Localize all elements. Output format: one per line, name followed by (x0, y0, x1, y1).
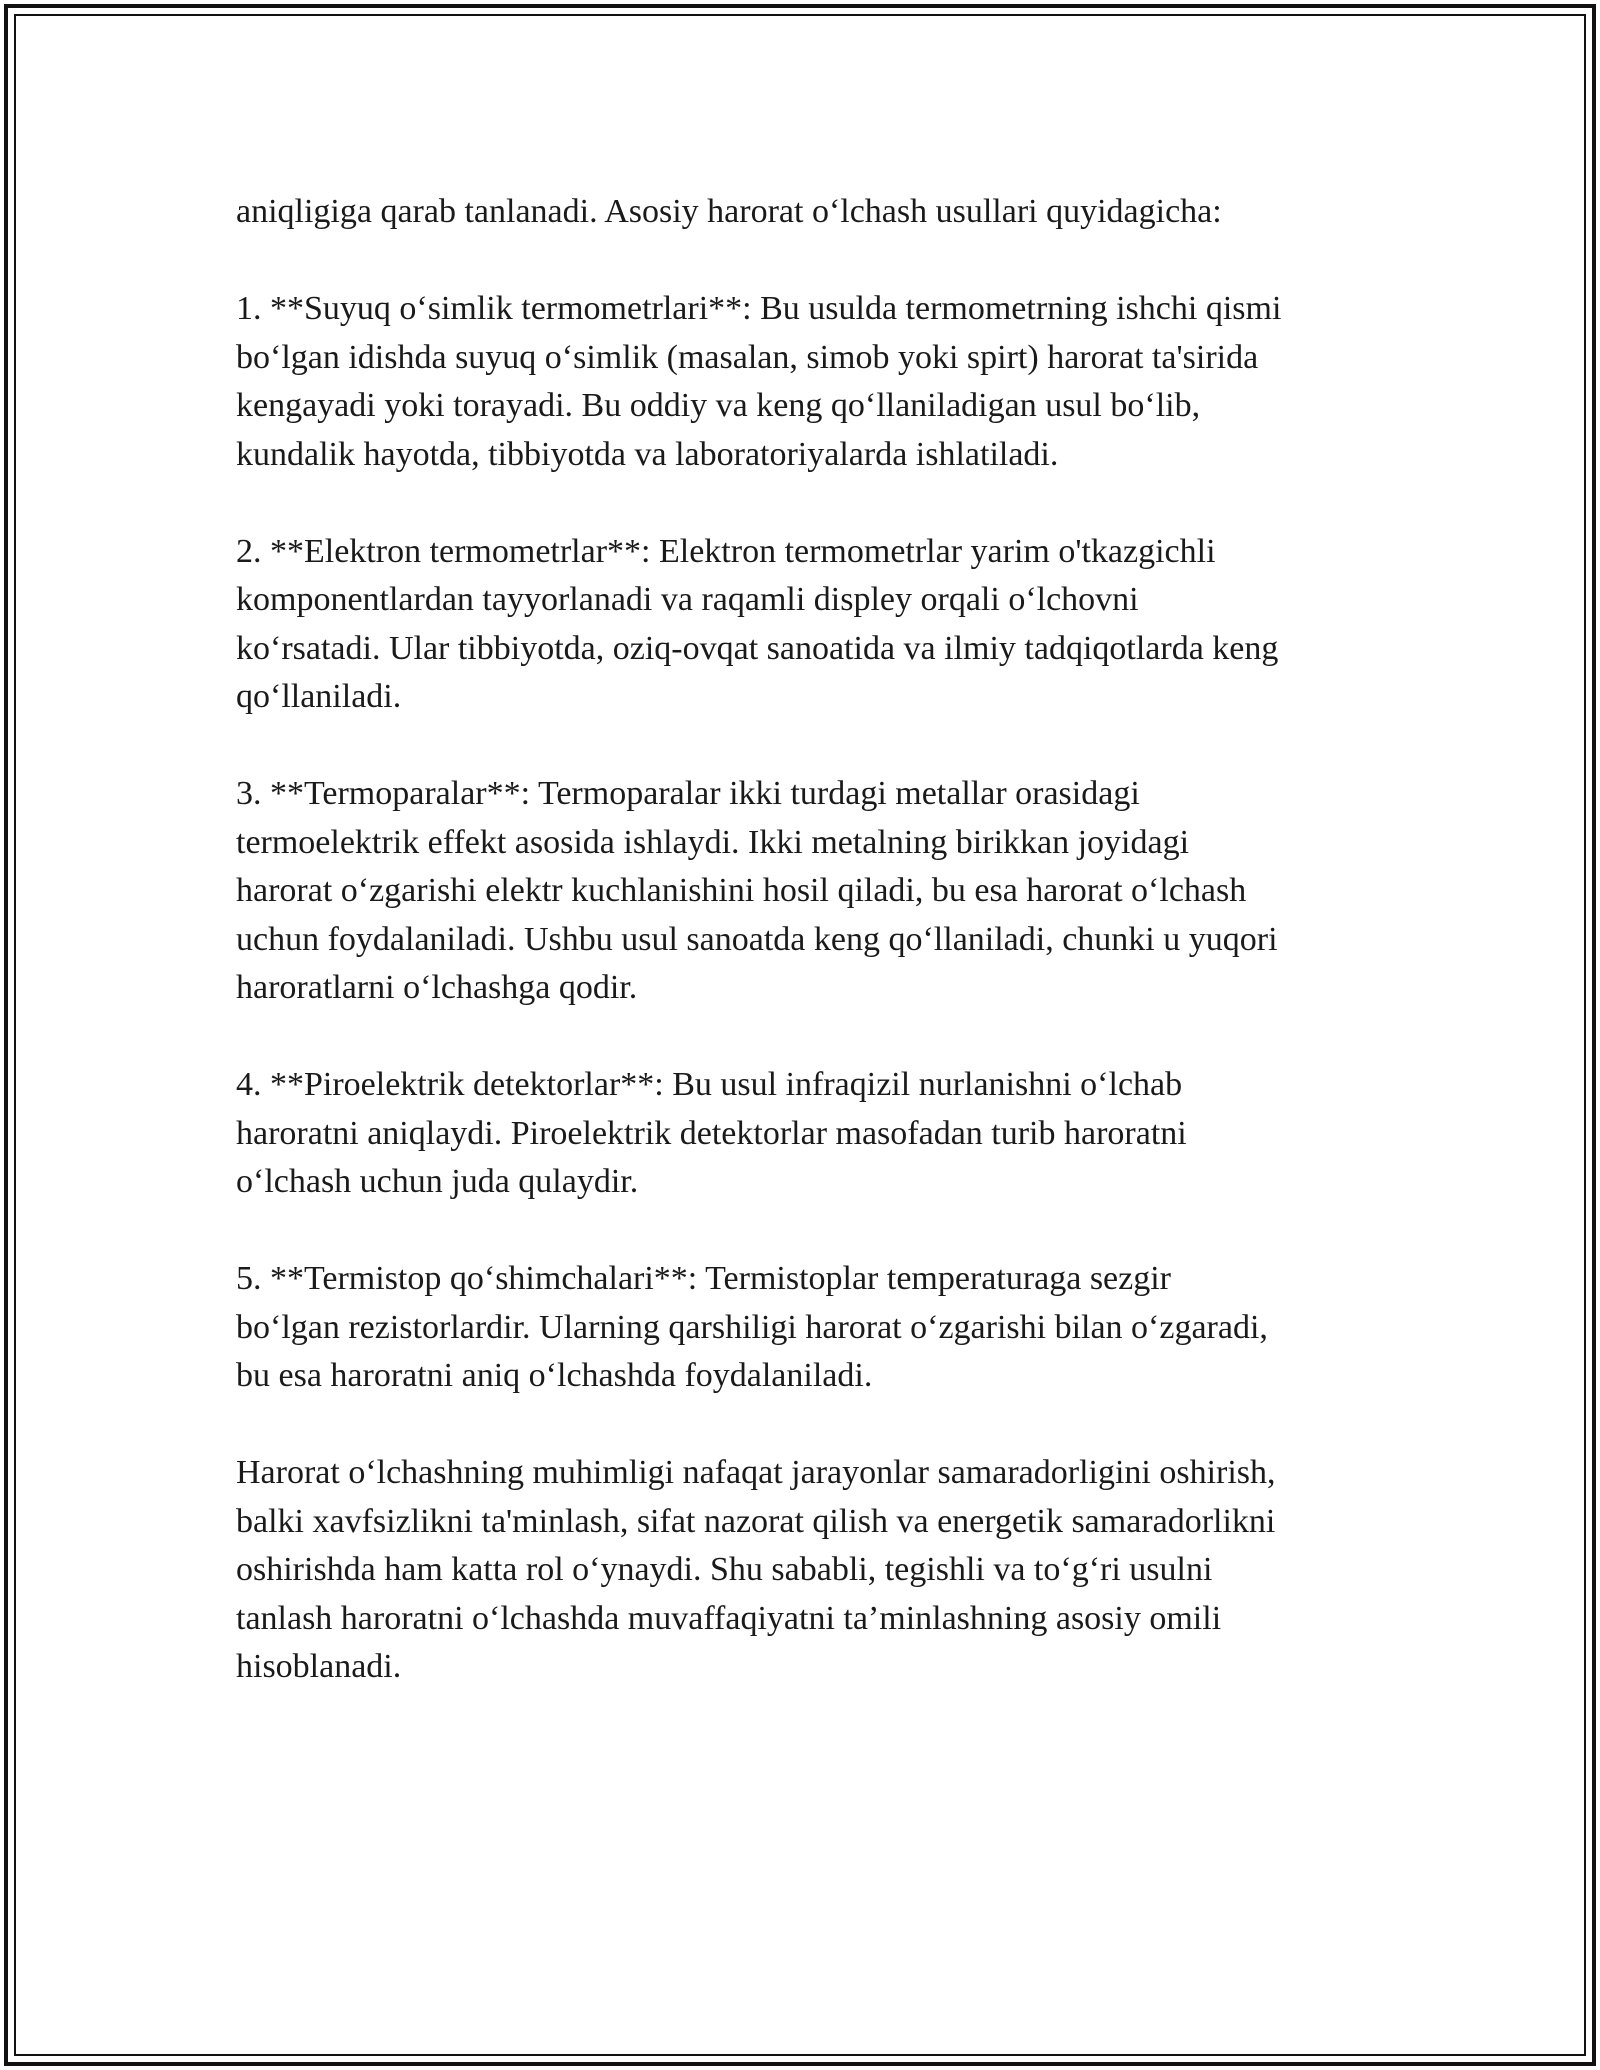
text-line: haroratni aniqlaydi. Piroelektrik detektorlar masofadan turib haroratni (236, 1114, 1187, 1152)
text-line: bo‘lgan rezistorlardir. Ularning qarshiligi harorat o‘zgarishi bilan o‘zgaradi, (236, 1308, 1268, 1346)
document-body (236, 188, 1386, 1692)
text-line: 5. **Termistop qo‘shimchalari**: Termistoplar temperaturaga sezgir (236, 1260, 1171, 1297)
text-line: harorat o‘zgarishi elektr kuchlanishini hosil qiladi, bu esa harorat o‘lchash (236, 872, 1247, 909)
text-line: komponentlardan tayyorlanadi va raqamli displey orqali o‘lchovni (236, 581, 1139, 618)
intro-paragraph (236, 188, 1386, 237)
text-line: bo‘lgan idishda suyuq o‘simlik (masalan, simob yoki spirt) harorat ta'sirida (236, 338, 1259, 376)
text-line: kundalik hayotda, tibbiyotda va laboratoriyalarda ishlatiladi. (236, 435, 1059, 473)
text-line: qo‘llaniladi. (236, 678, 402, 715)
text-line: haroratlarni o‘lchashga qodir. (236, 969, 638, 1006)
method-1-paragraph (236, 285, 1386, 479)
text-line: 2. **Elektron termometrlar**: Elektron termometrlar yarim o'tkazgichli (236, 532, 1216, 570)
text-line: aniqligiga qarab tanlanadi. Asosiy harorat o‘lchash usullari quyidagicha: (236, 193, 1222, 230)
method-4-paragraph (236, 1061, 1386, 1207)
text-line: bu esa haroratni aniq o‘lchashda foydalaniladi. (236, 1357, 873, 1394)
text-line: kengayadi yoki torayadi. Bu oddiy va keng qo‘llaniladigan usul bo‘lib, (236, 387, 1201, 424)
text-line: ko‘rsatadi. Ular tibbiyotda, oziq-ovqat sanoatida va ilmiy tadqiqotlarda keng (236, 629, 1279, 667)
text-line: 1. **Suyuq o‘simlik termometrlari**: Bu usulda termometrning ishchi qismi (236, 290, 1282, 327)
text-line: uchun foydalaniladi. Ushbu usul sanoatda keng qo‘llaniladi, chunki u yuqori (236, 920, 1278, 958)
text-line: termoelektrik effekt asosida ishlaydi. Ikki metalning birikkan joyidagi (236, 823, 1190, 861)
conclusion-paragraph (236, 1449, 1386, 1692)
method-2-paragraph (236, 528, 1386, 722)
text-line: tanlash haroratni o‘lchashda muvaffaqiyatni ta’minlashning asosiy omili (236, 1599, 1222, 1637)
text-line: o‘lchash uchun juda qulaydir. (236, 1163, 639, 1200)
text-line: 3. **Termoparalar**: Termoparalar ikki turdagi metallar orasidagi (236, 775, 1140, 812)
method-3-paragraph (236, 770, 1386, 1013)
method-5-paragraph (236, 1255, 1386, 1401)
text-line: oshirishda ham katta rol o‘ynaydi. Shu sababli, tegishli va to‘g‘ri usulni (236, 1551, 1213, 1588)
text-line: 4. **Piroelektrik detektorlar**: Bu usul infraqizil nurlanishni o‘lchab (236, 1066, 1183, 1103)
text-line: Harorat o‘lchashning muhimligi nafaqat jarayonlar samaradorligini oshirish, (236, 1454, 1276, 1491)
text-line: balki xavfsizlikni ta'minlash, sifat nazorat qilish va energetik samaradorlikni (236, 1502, 1276, 1540)
text-line: hisoblanadi. (236, 1648, 402, 1685)
